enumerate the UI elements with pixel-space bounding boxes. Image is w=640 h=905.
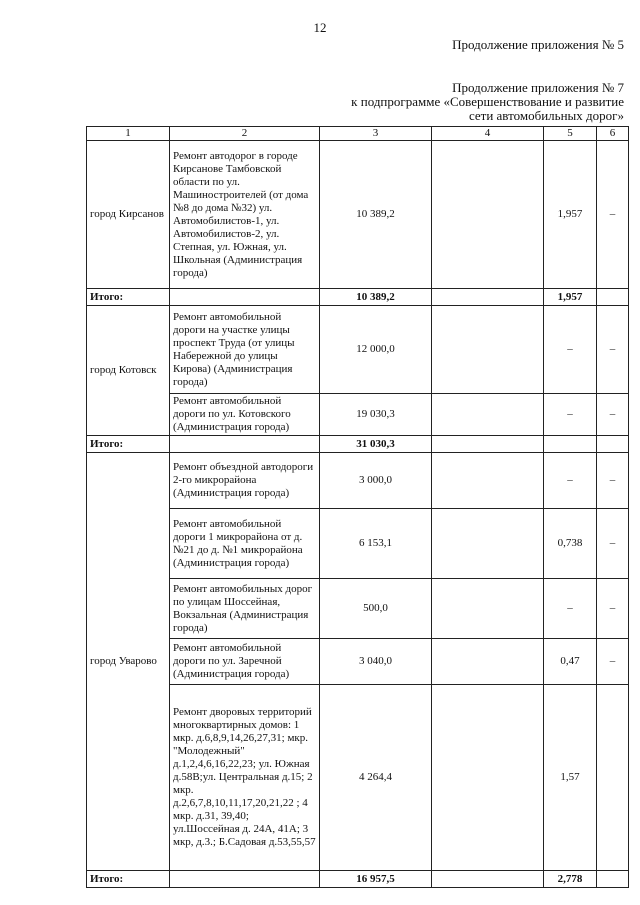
- amount-cell: 12 000,0: [320, 306, 432, 394]
- amount-cell: 10 389,2: [320, 141, 432, 289]
- total-amount-cell: 10 389,2: [320, 289, 432, 306]
- table-row: [87, 453, 629, 509]
- total-empty-cell: [170, 871, 320, 888]
- description-cell: Ремонт автомобильной дороги по ул. Котовского (Администрация города): [170, 394, 320, 436]
- description-cell: Ремонт автомобильных дорог по улицам Шоссейная, Вокзальная (Администрация города): [170, 579, 320, 639]
- city-cell: город Кирсанов: [87, 141, 170, 289]
- total-length-cell: 1,957: [544, 289, 597, 306]
- column-number: 4: [432, 127, 544, 141]
- amount-cell: 500,0: [320, 579, 432, 639]
- column-4-cell: [432, 394, 544, 436]
- amount-cell: 4 264,4: [320, 685, 432, 871]
- city-cell: город Котовск: [87, 306, 170, 436]
- description-cell: Ремонт дворовых территорий многоквартирных домов: 1 мкр. д.6,8,9,14,26,27,31; мкр. "Молодежный" д.1,2,4,6,16,22,23; ул. Южная д.58В;ул. Центральная д.15; 2 мкр. д.2,6,7,8,10,11,17,20,21,22 ; 4 мкр. д.31, 39,40; ул.Шоссейная д. 24А, 41А; 3 мкр, д.3.; Б.Садовая д.53,55,57: [170, 685, 320, 871]
- column-6-cell: –: [597, 306, 629, 394]
- amount-cell: 19 030,3: [320, 394, 432, 436]
- total-empty-cell: [597, 871, 629, 888]
- appendix-5-continuation: Продолжение приложения № 5: [452, 37, 624, 52]
- description-cell: Ремонт автомобильной дороги на участке улицы проспект Труда (от улицы Набережной до улицы Кирова) (Администрация города): [170, 306, 320, 394]
- column-4-cell: [432, 141, 544, 289]
- column-4-cell: [432, 639, 544, 685]
- column-6-cell: –: [597, 453, 629, 509]
- length-cell: –: [544, 453, 597, 509]
- length-cell: 1,957: [544, 141, 597, 289]
- column-6-cell: –: [597, 394, 629, 436]
- column-number-row: [87, 127, 629, 141]
- total-empty-cell: [432, 871, 544, 888]
- amount-cell: 6 153,1: [320, 509, 432, 579]
- column-number: 6: [597, 127, 629, 141]
- appendix-7-line-2: к подпрограмме «Совершенствование и развитие: [351, 94, 624, 109]
- amount-cell: 3 040,0: [320, 639, 432, 685]
- column-4-cell: [432, 306, 544, 394]
- total-empty-cell: [170, 289, 320, 306]
- total-label: Итого:: [87, 436, 170, 453]
- description-cell: Ремонт объездной автодороги 2-го микрорайона (Администрация города): [170, 453, 320, 509]
- roads-repair-table: [86, 126, 629, 888]
- total-length-cell: 2,778: [544, 871, 597, 888]
- length-cell: 0,738: [544, 509, 597, 579]
- column-6-cell: –: [597, 141, 629, 289]
- length-cell: 1,57: [544, 685, 597, 871]
- appendix-7-line-1: Продолжение приложения № 7: [452, 80, 624, 95]
- length-cell: –: [544, 394, 597, 436]
- total-empty-cell: [170, 436, 320, 453]
- total-empty-cell: [432, 436, 544, 453]
- total-row: [87, 436, 629, 453]
- total-empty-cell: [597, 436, 629, 453]
- table-row: [87, 306, 629, 394]
- column-6-cell: –: [597, 579, 629, 639]
- column-6-cell: –: [597, 639, 629, 685]
- column-6-cell: –: [597, 509, 629, 579]
- column-4-cell: [432, 579, 544, 639]
- column-4-cell: [432, 453, 544, 509]
- column-4-cell: [432, 685, 544, 871]
- city-cell: город Уварово: [87, 453, 170, 871]
- column-number: 1: [87, 127, 170, 141]
- column-number: 5: [544, 127, 597, 141]
- appendix-7-line-3: сети автомобильных дорог»: [468, 108, 624, 123]
- total-amount-cell: 16 957,5: [320, 871, 432, 888]
- length-cell: 0,47: [544, 639, 597, 685]
- total-label: Итого:: [87, 289, 170, 306]
- length-cell: –: [544, 579, 597, 639]
- total-empty-cell: [597, 289, 629, 306]
- description-cell: Ремонт автодорог в городе Кирсанове Тамбовской области по ул. Машиностроителей (от дома №8 до дома №32) ул. Автомобилистов-1, ул. Автомобилистов-2, ул. Степная, ул. Южная, ул. Школьная (Администрация города): [170, 141, 320, 289]
- amount-cell: 3 000,0: [320, 453, 432, 509]
- appendix-7-header: [351, 81, 624, 123]
- total-length-cell: [544, 436, 597, 453]
- total-amount-cell: 31 030,3: [320, 436, 432, 453]
- total-row: [87, 289, 629, 306]
- column-number: 3: [320, 127, 432, 141]
- column-4-cell: [432, 509, 544, 579]
- table-row: [87, 141, 629, 289]
- total-row: [87, 871, 629, 888]
- total-label: Итого:: [87, 871, 170, 888]
- total-empty-cell: [432, 289, 544, 306]
- page-number: 12: [313, 20, 327, 35]
- description-cell: Ремонт автомобильной дороги 1 микрорайона от д. №21 до д. №1 микрорайона (Администрация города): [170, 509, 320, 579]
- length-cell: –: [544, 306, 597, 394]
- column-number: 2: [170, 127, 320, 141]
- column-6-cell: [597, 685, 629, 871]
- description-cell: Ремонт автомобильной дороги по ул. Заречной (Администрация города): [170, 639, 320, 685]
